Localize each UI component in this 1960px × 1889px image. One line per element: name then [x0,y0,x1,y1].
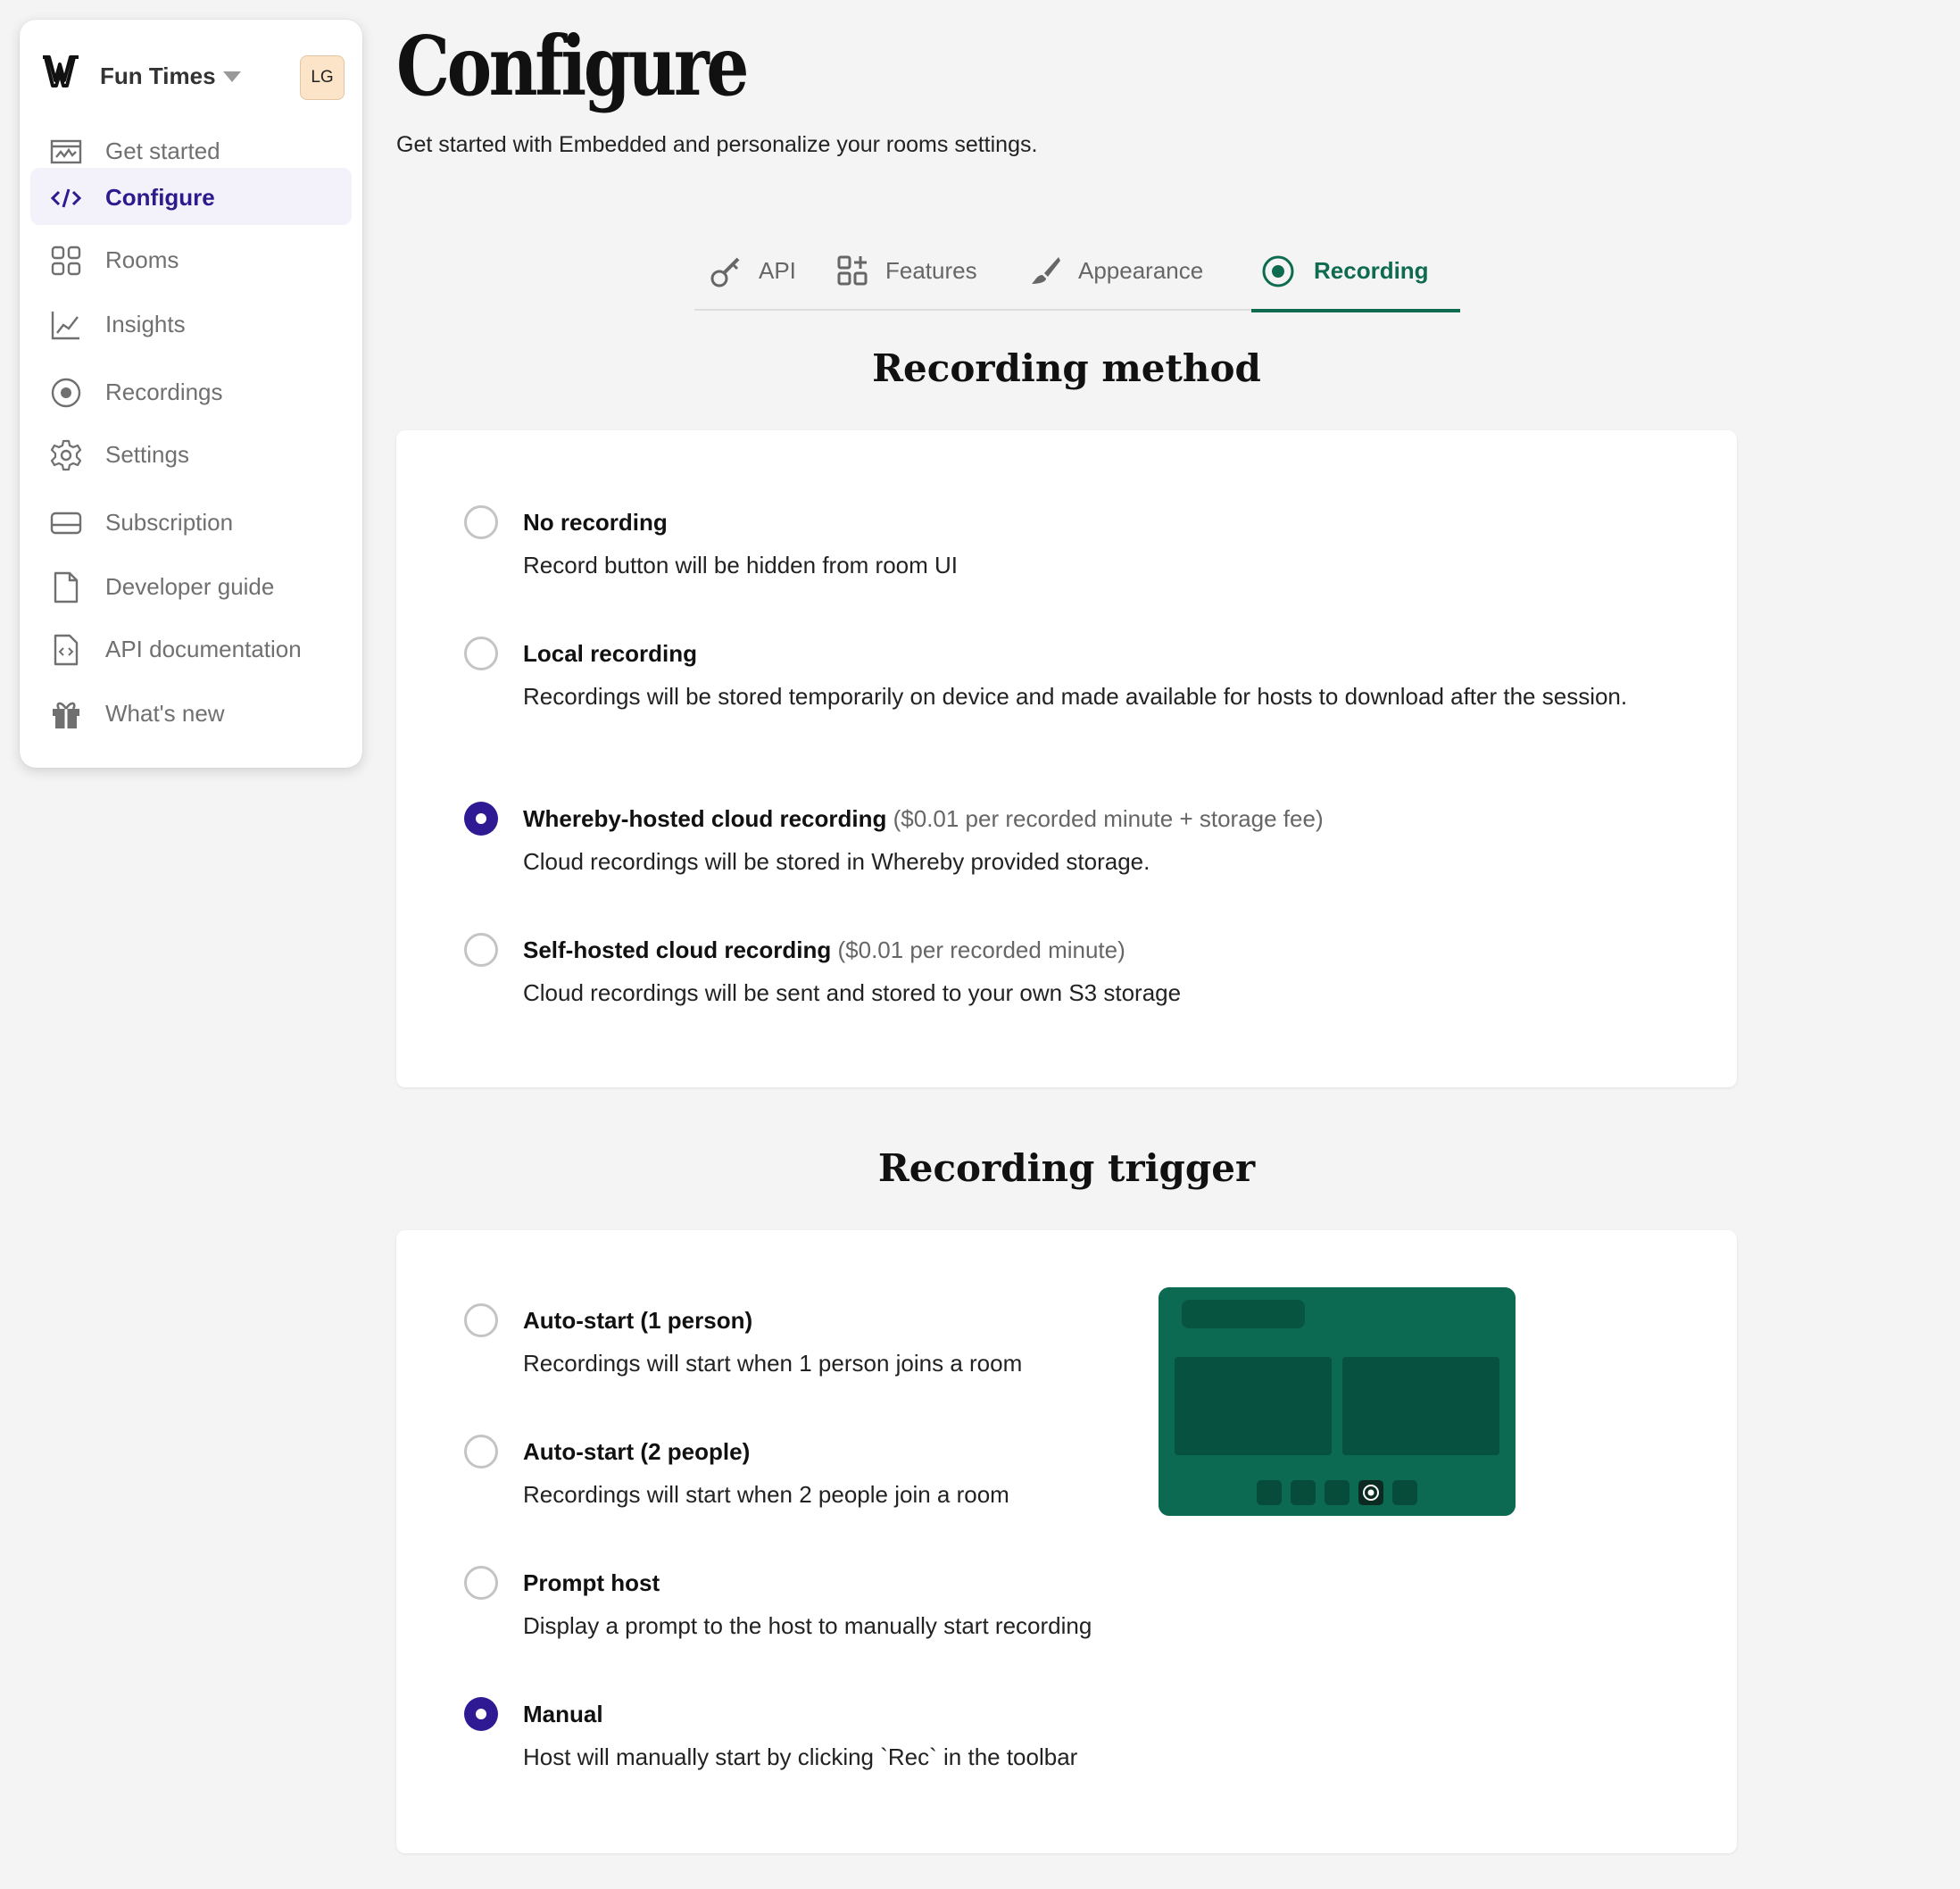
sidebar-item-label: Subscription [105,509,234,536]
sidebar-item-settings[interactable] [30,425,352,482]
sidebar-item-configure[interactable] [30,168,352,225]
record-icon [1260,254,1296,289]
option-description: Cloud recordings will be sent and stored to your own S3 storage [523,979,1182,1006]
sidebar-item-subscription[interactable] [30,493,352,550]
radio-button-selected[interactable] [464,802,498,836]
line-chart-icon [50,309,82,341]
sidebar-item-label: Configure [105,184,215,211]
option-title: Local recording [523,640,698,667]
page-title: Configure [396,18,747,114]
recording-trigger-heading: Recording trigger [877,1146,1256,1190]
recording-trigger-card [396,1230,1737,1853]
option-price: ($0.01 per recorded minute + storage fee) [893,805,1324,832]
whereby-logo-icon [41,54,80,89]
activity-chart-icon [50,136,82,168]
sidebar-item-label: Get started [105,137,220,164]
option-description: Cloud recordings will be stored in Whereby provided storage. [523,848,1150,875]
radio-button[interactable] [464,1435,498,1469]
key-icon [709,254,744,289]
chevron-down-icon[interactable] [223,71,241,82]
gift-icon [50,698,82,730]
tab-label: Features [885,257,977,284]
record-icon [50,377,82,409]
org-switcher[interactable] [20,20,362,137]
option-title: Prompt host [523,1569,660,1596]
tab-label: API [759,257,796,284]
document-icon [50,571,82,603]
recording-method-heading: Recording method [872,346,1261,390]
radio-button[interactable] [464,1566,498,1600]
sidebar-item-label: Rooms [105,246,179,273]
option-title: Auto-start (2 people) [523,1438,751,1465]
sidebar-item-whats-new[interactable] [30,684,352,741]
gear-icon [50,439,82,471]
sidebar-item-label: API documentation [105,636,302,662]
radio-button[interactable] [464,505,498,539]
code-document-icon [50,634,82,666]
option-description: Recordings will be stored temporarily on device and made available for hosts to download after the session. [523,683,1628,710]
sidebar-item-label: Insights [105,311,186,337]
option-description: Host will manually start by clicking `Rec` in the toolbar [523,1743,1078,1770]
sidebar [20,20,362,768]
option-description: Recordings will start when 2 people join a room [523,1481,1009,1508]
sidebar-item-label: Settings [105,441,189,468]
code-icon [50,182,82,214]
tab-recording[interactable] [1251,239,1460,312]
option-title: Whereby-hosted cloud recording ($0.01 per recorded minute + storage fee) [523,805,1324,832]
sidebar-item-rooms[interactable] [30,230,352,287]
org-name: Fun Times [100,62,216,89]
option-title: Manual [523,1701,603,1727]
tab-bar [694,239,1460,311]
option-description: Recordings will start when 1 person joins a room [523,1350,1023,1377]
sidebar-item-insights[interactable] [30,295,352,352]
recording-method-card [396,430,1737,1087]
page-subtitle: Get started with Embedded and personalize your rooms settings. [396,132,1038,157]
option-description: Record button will be hidden from room UI [523,552,959,578]
avatar[interactable]: LG [300,55,345,100]
sidebar-item-api-documentation[interactable] [30,620,352,677]
sidebar-item-label: What's new [105,700,225,727]
tab-api[interactable] [694,239,819,311]
tab-label: Recording [1314,257,1429,284]
tab-features[interactable] [821,239,1009,311]
option-title: Self-hosted cloud recording ($0.01 per recorded minute) [523,936,1125,963]
option-description: Display a prompt to the host to manually start recording [523,1612,1092,1639]
option-title: No recording [523,509,668,536]
brush-icon [1028,254,1064,289]
radio-button-selected[interactable] [464,1697,498,1731]
radio-button[interactable] [464,1303,498,1337]
option-title: Auto-start (1 person) [523,1307,753,1334]
sidebar-item-label: Developer guide [105,573,275,600]
room-preview-illustration [1159,1287,1516,1516]
option-price: ($0.01 per recorded minute) [837,936,1125,963]
credit-card-icon [50,507,82,539]
sidebar-item-label: Recordings [105,379,223,405]
sidebar-item-developer-guide[interactable] [30,557,352,614]
features-grid-icon [835,254,871,289]
radio-button[interactable] [464,637,498,670]
tab-label: Appearance [1078,257,1204,284]
grid-icon [50,245,82,277]
tab-appearance[interactable] [1014,239,1225,311]
radio-button[interactable] [464,933,498,967]
sidebar-item-recordings[interactable] [30,362,352,420]
